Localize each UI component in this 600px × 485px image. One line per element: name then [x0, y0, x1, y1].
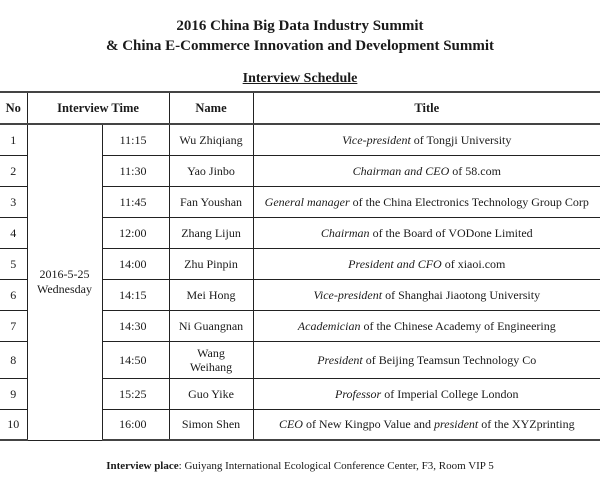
row-no: 4 [0, 217, 27, 248]
row-role: Vice-president [313, 287, 383, 302]
interview-weekday: Wednesday [36, 282, 92, 297]
document-title-line-2: & China E-Commerce Innovation and Development Summit [105, 38, 495, 54]
row-org: of Imperial College London [381, 386, 519, 401]
row-title [253, 378, 600, 409]
row-time: 16:00 [102, 409, 169, 440]
row-name: Wu Zhiqiang [169, 124, 253, 155]
row-time: 12:00 [102, 217, 169, 248]
row-no: 6 [0, 279, 27, 310]
row-name-line-2: Weihang [189, 359, 233, 374]
row-org-secondary: of the XYZprinting [478, 417, 575, 432]
table-row [0, 124, 600, 155]
row-title [253, 217, 600, 248]
row-role: Chairman [320, 225, 370, 240]
row-role: President [317, 352, 363, 367]
row-role: Academician [297, 318, 361, 333]
row-role: Vice-president [342, 132, 411, 147]
row-title [253, 186, 600, 217]
row-org: of 58.com [449, 163, 501, 178]
row-no: 3 [0, 186, 27, 217]
table-header-row [0, 92, 600, 124]
row-time: 11:45 [102, 186, 169, 217]
row-time: 14:30 [102, 310, 169, 341]
column-header-name: Name [169, 92, 253, 124]
row-no: 10 [0, 409, 27, 440]
row-org: of Tongji University [410, 132, 512, 147]
interview-schedule-table [0, 91, 600, 441]
interview-date-cell [27, 124, 102, 440]
row-name: Yao Jinbo [169, 155, 253, 186]
row-no: 5 [0, 248, 27, 279]
row-time: 14:50 [102, 341, 169, 378]
column-header-interview-time: Interview Time [27, 92, 169, 124]
row-time: 11:15 [102, 124, 169, 155]
row-no: 2 [0, 155, 27, 186]
row-title [253, 341, 600, 378]
row-name: Guo Yike [169, 378, 253, 409]
row-name: Mei Hong [169, 279, 253, 310]
row-time: 14:15 [102, 279, 169, 310]
row-org: of Shanghai Jiaotong University [382, 287, 541, 302]
row-name: Zhang Lijun [169, 217, 253, 248]
row-title [253, 248, 600, 279]
row-name: Zhu Pinpin [169, 248, 253, 279]
row-role: Professor [335, 386, 382, 401]
row-org: of xiaoi.com [441, 256, 506, 271]
row-role: President and CFO [348, 256, 442, 271]
interview-place-label: Interview place [106, 460, 179, 472]
row-org: of New Kingpo Value and [302, 417, 435, 432]
row-name: Fan Youshan [169, 186, 253, 217]
row-role-secondary: president [434, 417, 479, 432]
row-role: Chairman and CEO [352, 163, 450, 178]
row-time: 11:30 [102, 155, 169, 186]
row-no: 8 [0, 341, 27, 378]
row-org: of the Board of VODone Limited [369, 225, 533, 240]
row-title [253, 279, 600, 310]
interview-place-note [0, 460, 600, 472]
row-title [253, 124, 600, 155]
document-title-line-1: 2016 China Big Data Industry Summit [176, 18, 424, 34]
row-time: 14:00 [102, 248, 169, 279]
row-name: Ni Guangnan [169, 310, 253, 341]
interview-place-value: : Guiyang International Ecological Conference Center, F3, Room VIP 5 [178, 460, 494, 472]
row-title [253, 155, 600, 186]
row-time: 15:25 [102, 378, 169, 409]
schedule-heading-text: Interview Schedule [242, 71, 358, 86]
row-title [253, 310, 600, 341]
column-header-title: Title [253, 92, 600, 124]
row-role: CEO [278, 417, 303, 432]
schedule-heading [0, 71, 600, 87]
row-name-line-1: Wang [197, 345, 225, 360]
row-name: Simon Shen [169, 409, 253, 440]
row-role: General manager [264, 194, 350, 209]
row-no: 9 [0, 378, 27, 409]
row-org: of the Chinese Academy of Engineering [360, 318, 556, 333]
row-org: of Beijing Teamsun Technology Co [362, 352, 537, 367]
row-name [169, 341, 253, 378]
row-no: 7 [0, 310, 27, 341]
column-header-no: No [0, 92, 27, 124]
row-org: of the China Electronics Technology Group Corp [349, 194, 589, 209]
row-title [253, 409, 600, 440]
interview-date: 2016-5-25 [39, 267, 90, 282]
row-no: 1 [0, 124, 27, 155]
